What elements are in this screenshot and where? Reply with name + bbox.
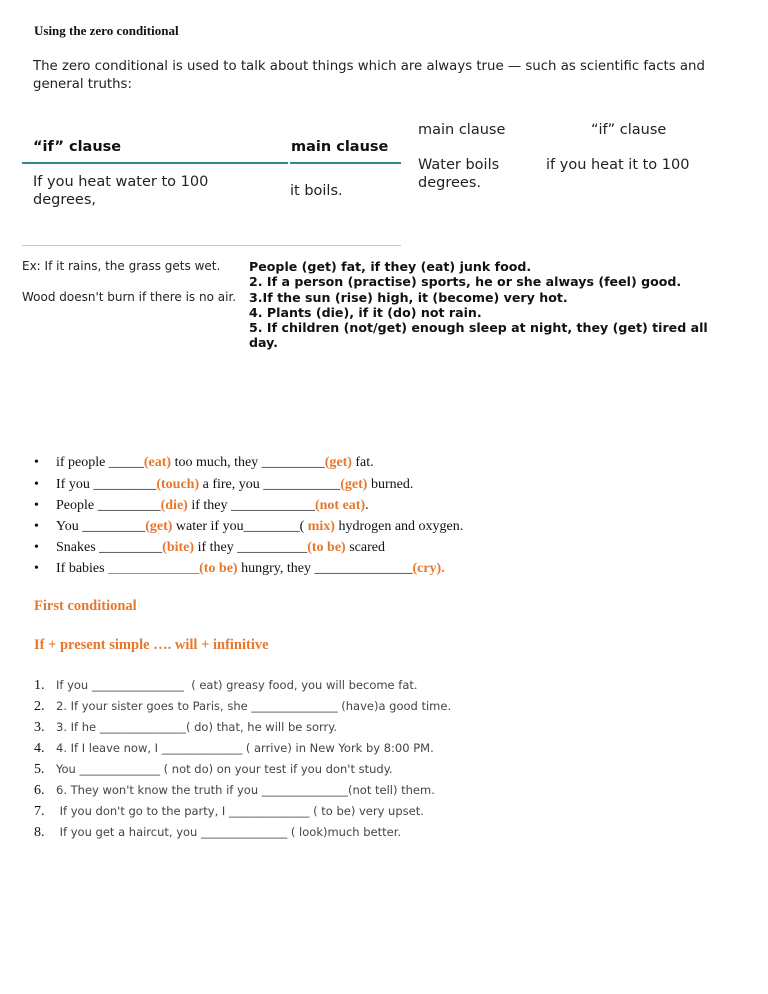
sentence-fragment: If you _________ bbox=[56, 477, 157, 492]
bullet-icon: • bbox=[34, 455, 39, 470]
sentence-fragment: People _________ bbox=[56, 498, 161, 513]
item-text: 2. If your sister goes to Paris, she _______________ (have)a good time. bbox=[56, 699, 452, 713]
numbered-exercise-item bbox=[34, 804, 424, 820]
sentence-fragment: water if you________( bbox=[172, 519, 308, 534]
example-sentence: Wood doesn't burn if there is no air. bbox=[22, 290, 237, 304]
sentence-fragment: You _________ bbox=[56, 519, 146, 534]
table-cell-if-clause-right: if you heat it to 100 bbox=[546, 157, 690, 173]
bullet-icon: • bbox=[34, 498, 39, 513]
item-number: 7. bbox=[34, 804, 45, 819]
bullet-icon: • bbox=[34, 477, 39, 492]
verb-hint: (cry). bbox=[412, 561, 445, 576]
numbered-exercise-item bbox=[34, 741, 434, 757]
bullet-exercise-item bbox=[34, 540, 385, 556]
table-header-if-clause-right: “if” clause bbox=[591, 122, 667, 138]
sentence-fragment: hungry, they ______________ bbox=[237, 561, 413, 576]
first-conditional-formula: If + present simple …. will + infinitive bbox=[34, 637, 269, 653]
numbered-exercise-item bbox=[34, 720, 337, 736]
sentence-fragment: scared bbox=[345, 540, 385, 555]
sentence-fragment: burned. bbox=[367, 477, 414, 492]
bold-exercise-item: 2. If a person (practise) sports, he or she always (feel) good. bbox=[249, 274, 682, 290]
numbered-exercise-item bbox=[34, 678, 418, 694]
verb-hint: _____________(to be) bbox=[108, 561, 238, 576]
table-header-rule bbox=[22, 162, 288, 164]
item-number: 6. bbox=[34, 783, 45, 798]
verb-hint: (get) bbox=[145, 519, 173, 534]
numbered-exercise-item bbox=[34, 825, 401, 841]
sentence-fragment: if they ____________ bbox=[187, 498, 315, 513]
bold-exercise-list bbox=[249, 259, 729, 351]
verb-hint: (die) bbox=[160, 498, 188, 513]
bullet-exercise-item bbox=[34, 455, 374, 471]
item-text: 3. If he _______________( do) that, he will be sorry. bbox=[56, 720, 338, 734]
item-text: 6. They won't know the truth if you _______________(not tell) them. bbox=[56, 783, 435, 797]
numbered-exercise-item bbox=[34, 762, 393, 778]
table-header-rule bbox=[290, 162, 401, 164]
intro-text: The zero conditional is used to talk about things which are always true — such as scientific facts and general truths: bbox=[33, 59, 705, 92]
verb-hint: (touch) bbox=[156, 477, 200, 492]
bold-exercise-item: 4. Plants (die), if it (do) not rain. bbox=[249, 304, 482, 320]
verb-hint: (to be) bbox=[307, 540, 346, 555]
bullet-exercise-item bbox=[34, 519, 463, 535]
sentence-fragment: a fire, you ___________ bbox=[199, 477, 341, 492]
table-header-main-clause: main clause bbox=[291, 139, 389, 155]
table-cell-if-clause: If you heat water to 100 degrees, bbox=[33, 174, 209, 208]
page-title: Using the zero conditional bbox=[34, 23, 179, 38]
item-number: 5. bbox=[34, 762, 45, 777]
verb-hint: (not eat) bbox=[314, 498, 366, 513]
sentence-fragment: if people _____ bbox=[56, 455, 144, 470]
table-cell-main-clause: it boils. bbox=[290, 183, 343, 199]
bullet-icon: • bbox=[34, 519, 39, 534]
item-number: 4. bbox=[34, 741, 45, 756]
section-heading-first-conditional: First conditional bbox=[34, 598, 137, 614]
table-cell-main-clause-right: Water boils degrees. bbox=[418, 157, 500, 191]
sentence-fragment: . bbox=[365, 498, 369, 513]
verb-hint: (get) bbox=[340, 477, 368, 492]
item-text: If you ________________ ( eat) greasy food, you will become fat. bbox=[56, 678, 418, 692]
item-text: If you get a haircut, you _______________ ( look)much better. bbox=[56, 825, 402, 839]
item-number: 2. bbox=[34, 699, 45, 714]
table-header-if-clause: “if” clause bbox=[33, 139, 122, 155]
sentence-fragment: if they __________ bbox=[194, 540, 308, 555]
sentence-fragment: If babies bbox=[56, 561, 109, 576]
numbered-exercise-item bbox=[34, 699, 451, 715]
sentence-fragment: Snakes _________ bbox=[56, 540, 163, 555]
sentence-fragment: too much, they _________ bbox=[171, 455, 325, 470]
bullet-exercise-item bbox=[34, 498, 369, 514]
sentence-fragment: hydrogen and oxygen. bbox=[334, 519, 464, 534]
bullet-exercise-item bbox=[34, 561, 445, 577]
example-sentence: Ex: If it rains, the grass gets wet. bbox=[22, 259, 221, 273]
bullet-exercise-item bbox=[34, 477, 413, 493]
bullet-icon: • bbox=[34, 540, 39, 555]
verb-hint: (get) bbox=[324, 455, 352, 470]
item-number: 3. bbox=[34, 720, 45, 735]
sentence-fragment: fat. bbox=[351, 455, 374, 470]
item-text: You ______________ ( not do) on your test if you don't study. bbox=[56, 762, 393, 776]
bullet-icon: • bbox=[34, 561, 39, 576]
bold-exercise-item: People (get) fat, if they (eat) junk food. bbox=[249, 259, 532, 274]
bold-exercise-item: 5. If children (not/get) enough sleep at night, they (get) tired all day. bbox=[249, 320, 708, 351]
verb-hint: (bite) bbox=[162, 540, 195, 555]
verb-hint: mix) bbox=[307, 519, 335, 534]
numbered-exercise-item bbox=[34, 783, 435, 799]
verb-hint: (eat) bbox=[143, 455, 172, 470]
table-header-main-clause-right: main clause bbox=[418, 122, 506, 138]
bold-exercise-item: 3.If the sun (rise) high, it (become) very hot. bbox=[249, 289, 568, 305]
item-number: 8. bbox=[34, 825, 45, 840]
table-bottom-rule bbox=[22, 245, 401, 246]
item-text: If you don't go to the party, I ______________ ( to be) very upset. bbox=[56, 804, 424, 818]
item-number: 1. bbox=[34, 678, 45, 693]
item-text: 4. If I leave now, I ______________ ( arrive) in New York by 8:00 PM. bbox=[56, 741, 434, 755]
